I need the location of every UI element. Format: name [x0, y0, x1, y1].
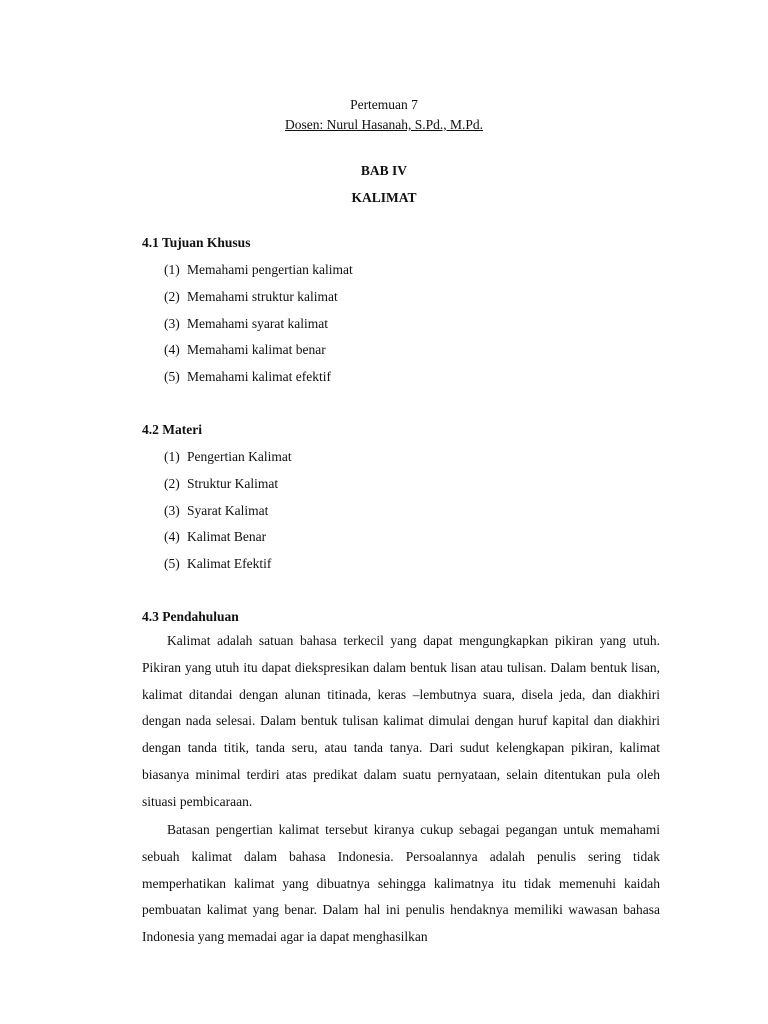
- list-item: [164, 316, 353, 343]
- list-number: (4): [164, 529, 180, 545]
- list-item: [164, 289, 353, 316]
- list-item: [164, 529, 292, 556]
- list-item: [164, 556, 292, 583]
- body-paragraph: Kalimat adalah satuan bahasa terkecil yang dapat mengungkapkan pikiran yang utuh. Pikiran yang utuh itu dapat diekspresikan dalam bentuk lisan atau tulisan. Dalam bentuk lisan, kalimat ditandai dengan alunan titinada, keras –lembutnya suara, disela jeda, dan diakhiri dengan nada selesai. Dalam bentuk tulisan kalimat dimulai dengan huruf kapital dan diakhiri dengan tanda titik, tanda seru, atau tanda tanya. Dari sudut kelengkapan pikiran, kalimat biasanya minimal terdiri atas predikat dalam suatu pernyataan, selain ditentukan pula oleh situasi pembicaraan.: [142, 633, 660, 809]
- list-number: (2): [164, 288, 180, 304]
- list-item: [164, 449, 292, 476]
- list-text: Pengertian Kalimat: [187, 449, 292, 464]
- list-number: (2): [164, 475, 180, 491]
- list-item: [164, 262, 353, 289]
- list-number: (5): [164, 556, 180, 572]
- list-item: [164, 503, 292, 530]
- lecturer-line: Dosen: Nurul Hasanah, S.Pd., M.Pd.: [285, 117, 483, 132]
- list-text: Syarat Kalimat: [187, 502, 269, 518]
- objectives-list: [164, 262, 353, 396]
- list-number: (1): [164, 262, 180, 277]
- chapter-number: BAB IV: [360, 163, 408, 178]
- meeting-label: Pertemuan 7: [350, 97, 418, 112]
- list-number: (4): [164, 342, 180, 358]
- list-text: Kalimat Benar: [187, 529, 267, 545]
- list-text: Memahami struktur kalimat: [187, 288, 338, 304]
- chapter-title: KALIMAT: [351, 190, 417, 205]
- list-item: [164, 369, 353, 396]
- section-heading-pendahuluan: 4.3 Pendahuluan: [142, 609, 239, 624]
- list-text: Memahami syarat kalimat: [187, 315, 328, 331]
- list-text: Struktur Kalimat: [187, 475, 279, 491]
- list-number: (5): [164, 369, 180, 385]
- section-heading-materi: 4.2 Materi: [142, 422, 202, 437]
- list-text: Kalimat Efektif: [187, 556, 272, 572]
- list-text: Memahami kalimat efektif: [187, 369, 331, 385]
- list-number: (3): [164, 502, 180, 518]
- list-text: Memahami kalimat benar: [187, 342, 326, 358]
- list-number: (1): [164, 449, 180, 464]
- section-heading-tujuan: 4.1 Tujuan Khusus: [142, 235, 251, 250]
- list-item: [164, 342, 353, 369]
- materials-list: [164, 449, 292, 583]
- body-paragraph: Batasan pengertian kalimat tersebut kiranya cukup sebagai pegangan untuk memahami sebuah kalimat dalam bahasa Indonesia. Persoalannya adalah penulis sering tidak memperhatikan kalimat yang dibuatnya sehingga kalimatnya itu tidak memenuhi kaidah pembuatan kalimat yang benar. Dalam hal ini penulis hendaknya memiliki wawasan bahasa Indonesia yang memadai agar ia dapat menghasilkan: [142, 822, 660, 945]
- list-item: [164, 476, 292, 503]
- list-text: Memahami pengertian kalimat: [187, 262, 353, 277]
- list-number: (3): [164, 315, 180, 331]
